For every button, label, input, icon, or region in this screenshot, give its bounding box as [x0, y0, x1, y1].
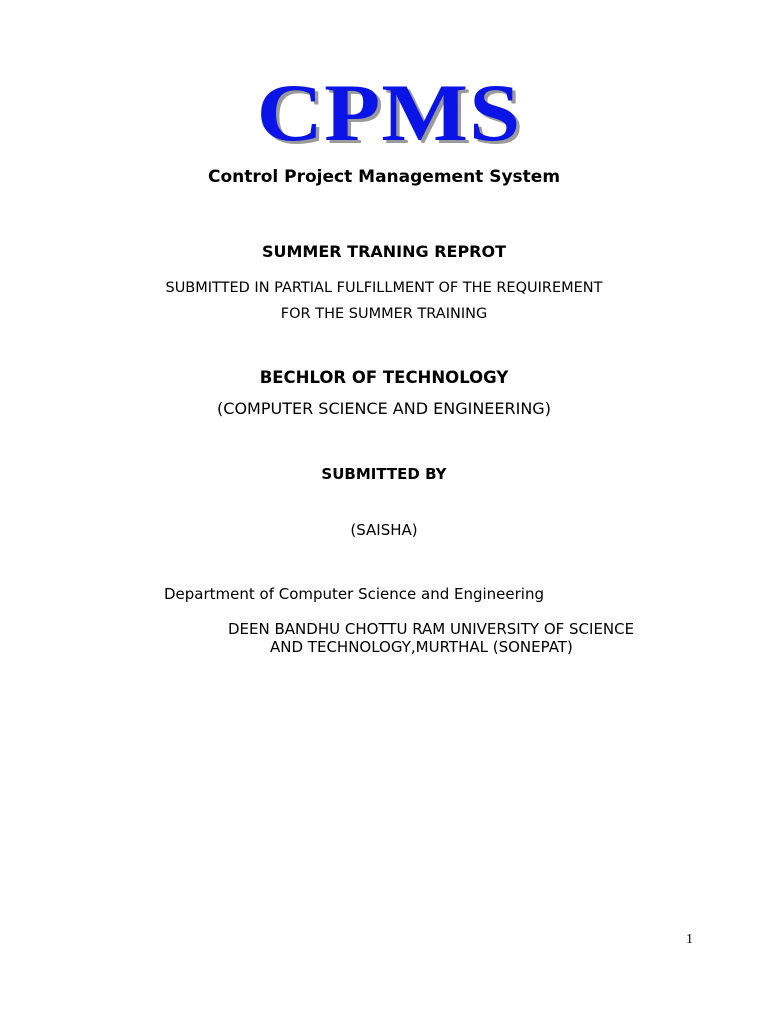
author-name: (SAISHA) — [350, 521, 418, 539]
page-number: 1 — [686, 932, 693, 947]
degree-title: BECHLOR OF TECHNOLOGY — [259, 368, 509, 387]
cpms-logo-text: CPMS — [256, 67, 522, 158]
university-line-1: DEEN BANDHU CHOTTU RAM UNIVERSITY OF SCIENCE — [228, 620, 635, 638]
report-title: SUMMER TRANING REPROT — [261, 242, 507, 261]
project-title: Control Project Management System — [207, 167, 561, 187]
submission-line-2: FOR THE SUMMER TRAINING — [280, 306, 488, 322]
branch-title: (COMPUTER SCIENCE AND ENGINEERING) — [217, 399, 551, 418]
submitted-by-label: SUBMITTED BY — [321, 465, 447, 483]
department-name: Department of Computer Science and Engineering — [164, 585, 545, 603]
submission-line-1: SUBMITTED IN PARTIAL FULFILLMENT OF THE REQUIREMENT — [165, 280, 603, 296]
university-line-2: AND TECHNOLOGY,MURTHAL (SONEPAT) — [270, 638, 573, 656]
